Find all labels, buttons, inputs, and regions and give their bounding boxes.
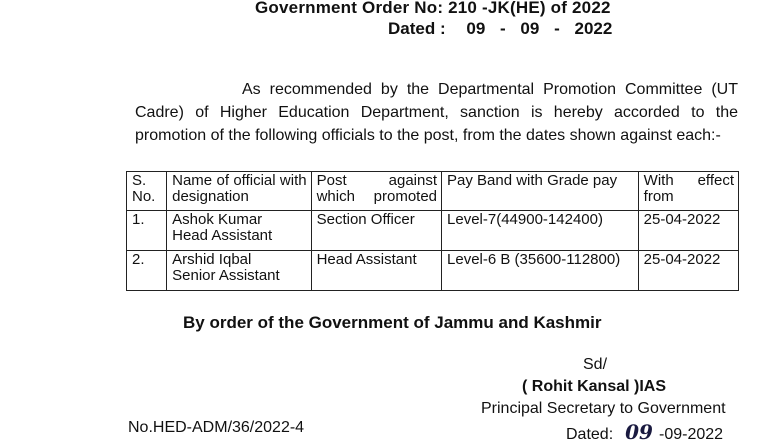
cell-pay: Level-7(44900-142400) [442,211,639,251]
cell-name [167,211,311,251]
cell-effect: 25-04-2022 [638,251,738,291]
order-date-label: Dated : [388,19,446,38]
cell-sno: 1. [127,211,167,251]
order-number: Government Order No: 210 -JK(HE) of 2022 [255,0,611,17]
handwritten-day: 09 [625,420,653,444]
sanction-paragraph [135,78,738,147]
table-header-row [127,172,739,211]
cell-post: Section Officer [311,211,441,251]
header-pay: Pay Band with Grade pay [442,172,639,211]
reference-number: No.HED-ADM/36/2022-4 [128,419,305,436]
promotion-table [126,171,739,291]
cell-name [167,251,311,291]
signature-sd: Sd/ [583,356,608,373]
official-designation: Senior Assistant [172,267,280,284]
order-date-year: 2022 [574,19,613,38]
header-name: Name of official with designation [167,172,311,211]
header-effect: With effect from [638,172,738,211]
order-date-month: 09 [520,19,540,38]
cell-effect: 25-04-2022 [638,211,738,251]
signature-date-rest: -09-2022 [658,426,724,443]
order-date-sep-2: - [554,19,560,38]
official-name: Arshid Iqbal [172,251,252,268]
header-post: Post against which promoted [311,172,441,211]
signature-date-label: Dated: [566,426,614,443]
cell-pay: Level-6 B (35600-112800) [442,251,639,291]
signer-name: ( Rohit Kansal )IAS [522,378,667,395]
cell-sno: 2. [127,251,167,291]
paragraph-text: As recommended by the Departmental Promotion Committee (UT Cadre) of Higher Education Department, sanction is hereby accorded to the promotion of the following officials to the post, from the dates shown against each:- [135,81,738,144]
table-row [127,211,739,251]
by-order-line: By order of the Government of Jammu and Kashmir [183,313,602,332]
order-date [388,19,612,39]
cell-post: Head Assistant [311,251,441,291]
signature-date [566,420,723,444]
order-date-day: 09 [466,19,486,38]
order-date-sep: - [500,19,506,38]
table-row [127,251,739,291]
official-designation: Head Assistant [172,227,273,244]
header-sno: S. No. [127,172,167,211]
official-name: Ashok Kumar [172,211,263,228]
signer-designation: Principal Secretary to Government [481,400,726,417]
